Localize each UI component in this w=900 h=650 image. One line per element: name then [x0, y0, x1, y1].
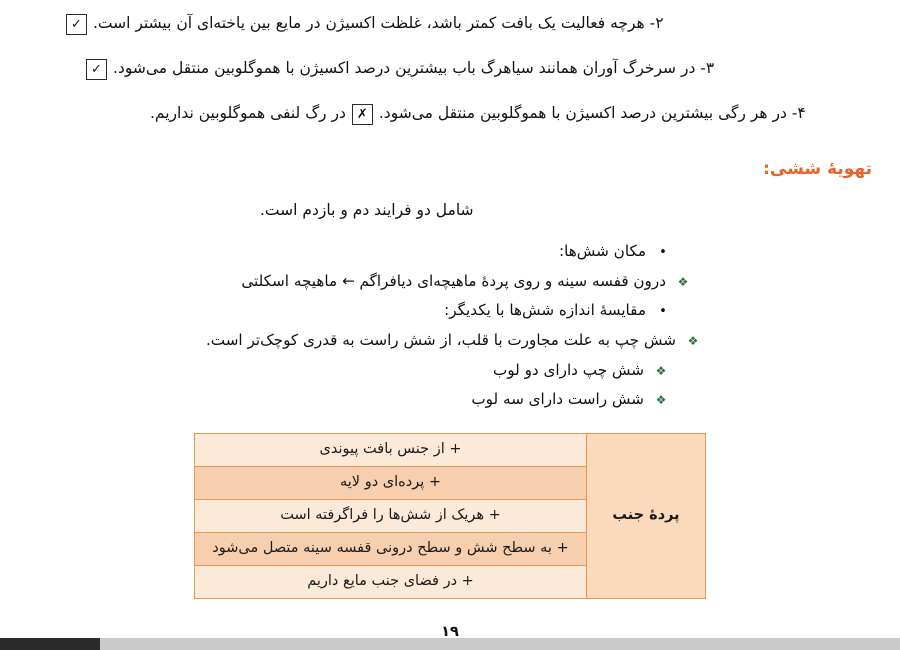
list-item-label: شش چپ دارای دو لوب — [493, 360, 644, 379]
checkmark-icon: ✓ — [86, 59, 107, 80]
statement-text: ۳- در سرخرگ آوران همانند سیاهرگ باب بیشترین درصد اکسیژن با هموگلوبین منتقل می‌شود. — [113, 59, 715, 77]
statement-note: در رگ لنفی هموگلوبین نداریم. — [150, 104, 346, 122]
statement-row — [40, 98, 860, 129]
section-heading-wrap — [0, 129, 900, 179]
pleura-table-wrap — [0, 433, 900, 599]
bullet-diamond-icon: ❖ — [687, 333, 699, 348]
bullet-diamond-icon: ❖ — [677, 274, 689, 289]
table-row-label: پردۀ جنب — [587, 433, 706, 598]
list-item-label: شش چپ به علت مجاورت با قلب، از شش راست به قدری کوچک‌تر است. — [205, 330, 676, 349]
statement-row — [40, 53, 860, 84]
list-item-label: مقایسۀ اندازه شش‌ها با یکدیگر: — [444, 301, 646, 320]
list-item — [0, 326, 900, 356]
list-item — [0, 237, 900, 267]
list-item — [0, 267, 900, 297]
pleura-table — [194, 433, 706, 599]
table-cell: + هریک از شش‌ها را فراگرفته است — [195, 499, 587, 532]
list-item-label: درون قفسه سینه و روی پردۀ ماهیچه‌ای دیافراگم ← ماهیچه اسکلتی — [241, 271, 666, 290]
table-cell: + در فضای جنب مایع داریم — [195, 565, 587, 598]
bullet-diamond-icon: ❖ — [655, 363, 667, 378]
cross-icon: ✗ — [352, 104, 373, 125]
bullet-list — [0, 237, 900, 415]
list-item — [0, 296, 900, 326]
table-cell: + پرده‌ای دو لایه — [195, 466, 587, 499]
table-cell: + به سطح شش و سطح درونی قفسه سینه متصل می‌شود — [195, 532, 587, 565]
bullet-dot-icon: • — [659, 304, 667, 320]
list-item-label: شش راست دارای سه لوب — [471, 390, 644, 409]
list-item — [0, 385, 900, 415]
bullet-dot-icon: • — [659, 245, 667, 260]
bullet-diamond-icon: ❖ — [655, 393, 667, 408]
list-item-label: مکان شش‌ها: — [559, 242, 646, 260]
statement-text: ۲- هرچه فعالیت یک بافت کمتر باشد، غلظت اکسیژن در مایع بین یاخته‌ای آن بیشتر است. — [93, 14, 664, 32]
statement-text: ۴- در هر رگی بیشترین درصد اکسیژن با هموگلوبین منتقل می‌شود. — [378, 104, 806, 122]
document-page — [0, 8, 900, 650]
section-heading: تهویۀ ششی: — [763, 159, 872, 179]
section-intro: شامل دو فرایند دم و بازدم است. — [260, 201, 474, 219]
statement-row — [40, 8, 860, 39]
page-footer — [0, 624, 900, 650]
page-number: ۱۹ — [441, 624, 459, 640]
checkmark-icon: ✓ — [66, 14, 87, 35]
table-cell: + از جنس بافت پیوندی — [195, 433, 587, 466]
statement-block — [0, 8, 900, 129]
table-row — [195, 433, 706, 466]
list-item — [0, 356, 900, 386]
